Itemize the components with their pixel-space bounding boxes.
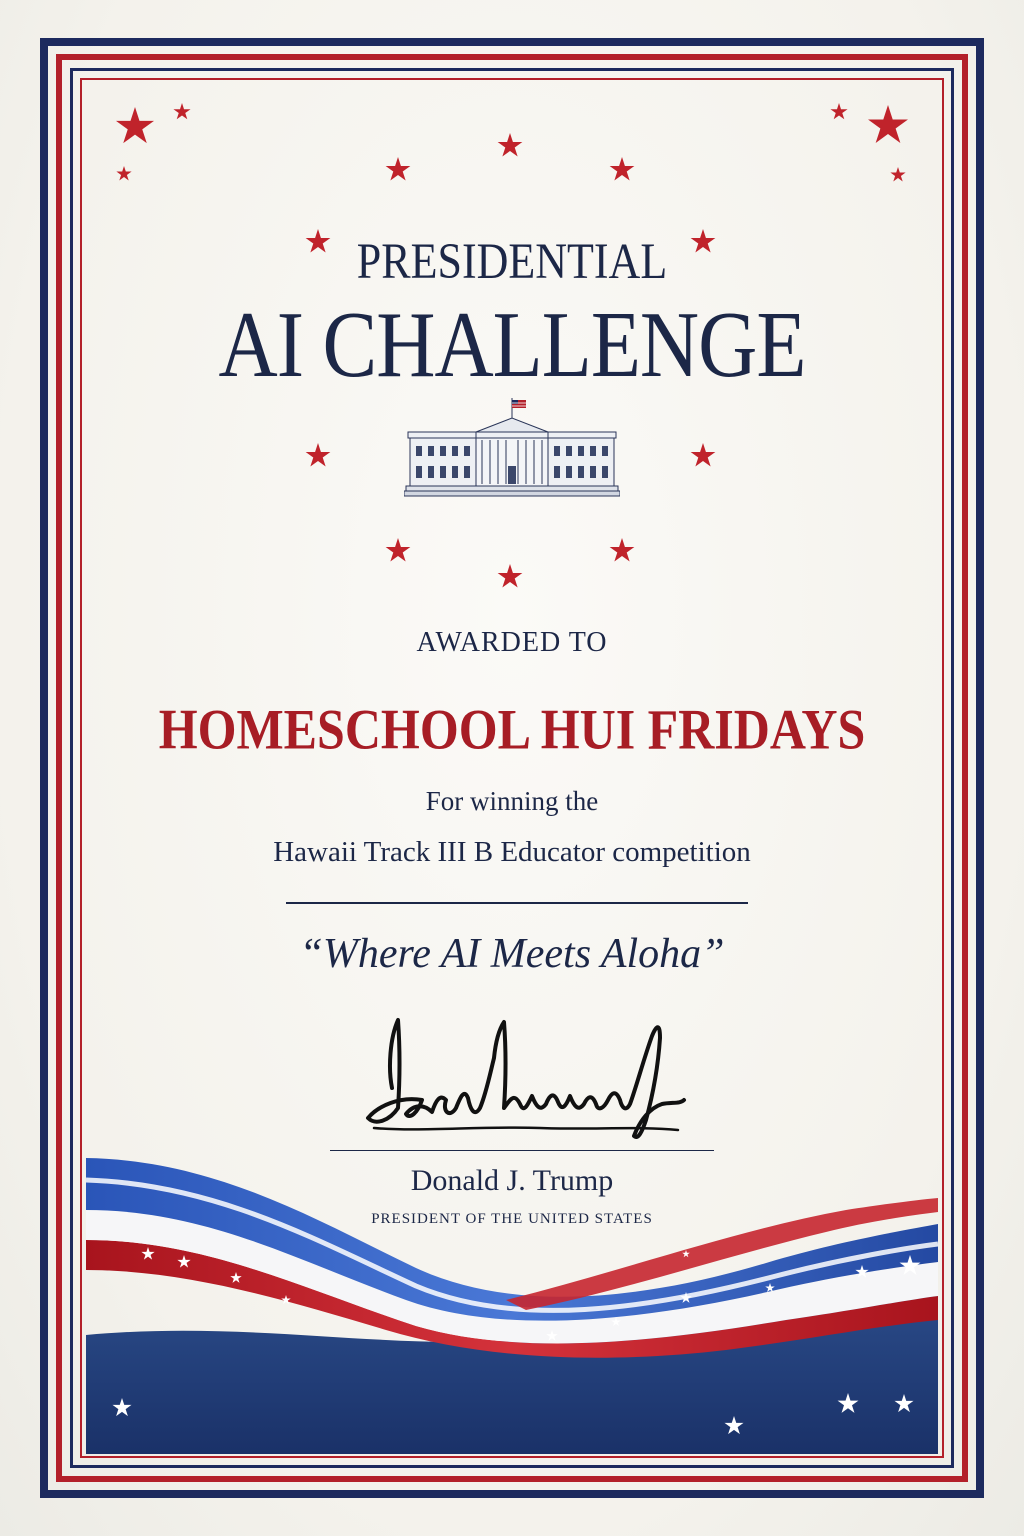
header-ai-challenge: AI CHALLENGE: [218, 292, 806, 397]
signature-mark: [360, 1008, 690, 1158]
header-presidential: PRESIDENTIAL: [356, 233, 668, 290]
signer-title: PRESIDENT OF THE UNITED STATES: [371, 1211, 653, 1227]
awarded-to-label: AWARDED TO: [416, 627, 608, 658]
recipient-name: HOMESCHOOL HUI FRIDAYS: [158, 696, 866, 762]
motto: “Where AI Meets Aloha”: [299, 931, 725, 977]
reason-line-2: Hawaii Track III B Educator competition: [273, 836, 751, 868]
signer-name: Donald J. Trump: [410, 1164, 614, 1197]
reason-line-1: For winning the: [425, 786, 599, 816]
divider-rule: [286, 902, 748, 904]
white-house-icon: [404, 396, 620, 500]
